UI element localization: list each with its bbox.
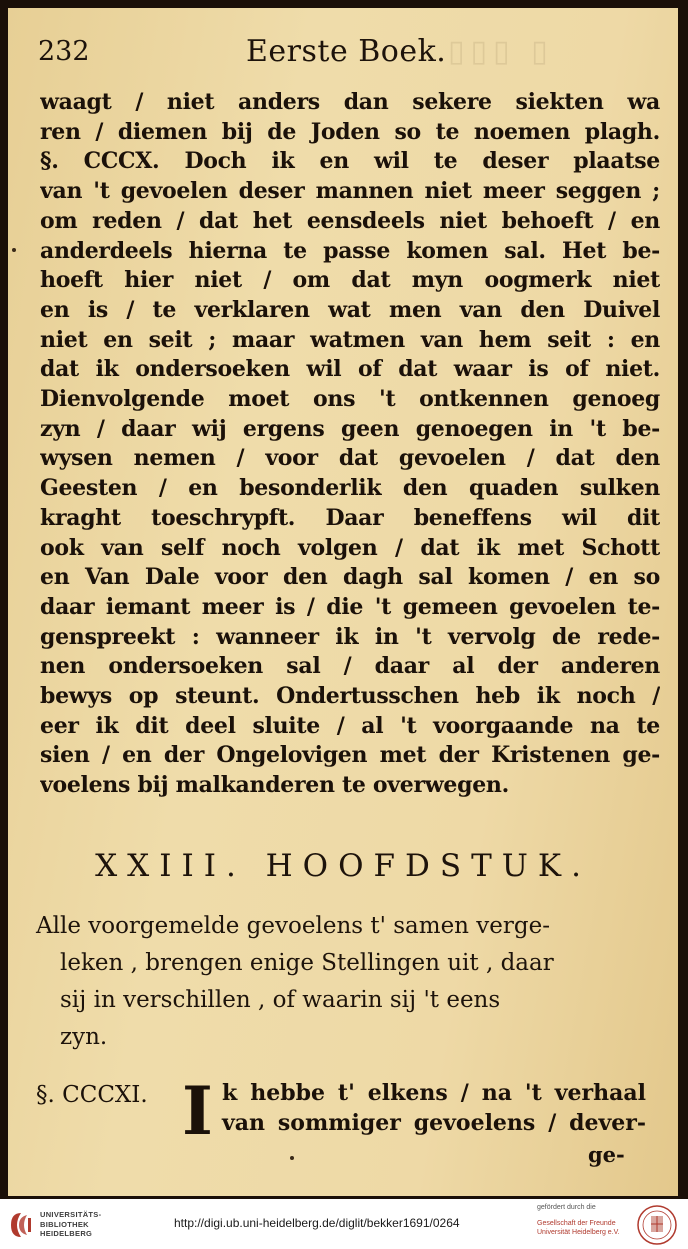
text-line: en Van Dale voor den dagh sal komen / en so [40, 564, 660, 591]
text-line: wysen nemen / voor dat gevoelen / dat den [40, 445, 660, 472]
text-line: waagt / niet anders dan sekere siekten wa [40, 89, 660, 115]
page-header [30, 34, 650, 74]
section-line: van sommiger gevoelens / dever- [222, 1110, 646, 1136]
text-line: nen ondersoeken sal / daar al der anderen [40, 653, 660, 680]
catchword: ge- [588, 1142, 625, 1167]
section-label: §. CCCXI. [36, 1082, 148, 1108]
text-line: dat ik ondersoeken wil of dat waar is of niet. [40, 356, 660, 383]
text-line: Geesten / en besonderlik den quaden sulken [40, 475, 660, 502]
text-line: §. CCCX. Doch ik en wil te deser plaatse [40, 148, 660, 175]
text-line: sien / en der Ongelovigen met der Kristenen ge- [40, 742, 660, 769]
text-line: ook van self noch volgen / dat ik met Schott [40, 534, 660, 561]
running-head: Eerste Boek. [246, 34, 447, 69]
text-line: genspreekt : wanneer ik in 't vervolg de rede- [40, 623, 660, 650]
body-text [40, 88, 660, 801]
summary-line: Alle voorgemelde gevoelens t' samen verge- [36, 913, 551, 939]
text-line: voelens bij malkanderen te overwegen. [40, 772, 509, 799]
chapter-heading: XXIII. HOOFDSTUK. [95, 848, 591, 884]
text-line: niet en seit ; maar watmen van hem seit : en [40, 326, 660, 353]
text-line: om reden / dat het eensdeels niet behoeft / en [40, 207, 660, 234]
summary-line: sij in verschillen , of waarin sij 't eens [60, 987, 501, 1013]
sponsor-label: gefördert durch die [537, 1204, 596, 1211]
text-line: anderdeels hierna te passe komen sal. Het be- [40, 237, 660, 264]
sponsor-name [537, 1219, 620, 1237]
library-name-line: BIBLIOTHEK [40, 1219, 89, 1229]
page-number: 232 [38, 36, 90, 67]
drop-initial: I [182, 1072, 213, 1150]
library-name [40, 1210, 101, 1239]
sponsor-name-line: Gesellschaft der Freunde [537, 1220, 616, 1227]
ink-speck [290, 1156, 294, 1160]
text-line: zyn / daar wij ergens geen genoegen in 't be- [40, 415, 660, 442]
book-page [8, 8, 678, 1196]
text-line: ren / diemen bij de Joden so te noemen plagh. [40, 118, 660, 145]
text-line: Dienvolgende moet ons 't ontkennen genoeg [40, 386, 660, 413]
page-url-link[interactable]: http://digi.ub.uni-heidelberg.de/diglit/bekker1691/0264 [174, 1216, 460, 1230]
section-paragraph [36, 1072, 656, 1178]
text-line: daar iemant meer is / die 't gemeen gevoelen te- [40, 593, 660, 620]
text-line: en is / te verklaren wat men van den Duivel [40, 296, 660, 323]
summary-line: leken , brengen enige Stellingen uit , daar [60, 950, 554, 976]
university-seal-icon [636, 1204, 678, 1246]
text-line: bewys op steunt. Ondertusschen heb ik noch / [40, 683, 660, 710]
sponsor-name-line: Universität Heidelberg e.V. [537, 1229, 620, 1236]
show-through-shadow: ▯▯▯ ▯ [448, 34, 554, 69]
ink-speck [12, 248, 16, 252]
text-line: kraght toeschrypft. Daar beneffens wil dit [40, 504, 660, 531]
section-lines [222, 1078, 646, 1138]
chapter-summary [36, 908, 652, 1056]
university-library-logo-icon [8, 1209, 34, 1241]
library-name-line: UNIVERSITÄTS- [40, 1210, 102, 1219]
library-name-line: HEIDELBERG [40, 1229, 93, 1238]
viewer-footer [0, 1199, 688, 1249]
text-line: hoeft hier niet / om dat myn oogmerk niet [40, 267, 660, 294]
text-line: eer ik dit deel sluite / al 't voorgaande na te [40, 712, 660, 739]
text-line: van 't gevoelen deser mannen niet meer seggen ; [40, 178, 660, 205]
section-line: k hebbe t' elkens / na 't verhaal [222, 1080, 646, 1106]
summary-line: zyn. [60, 1024, 108, 1050]
